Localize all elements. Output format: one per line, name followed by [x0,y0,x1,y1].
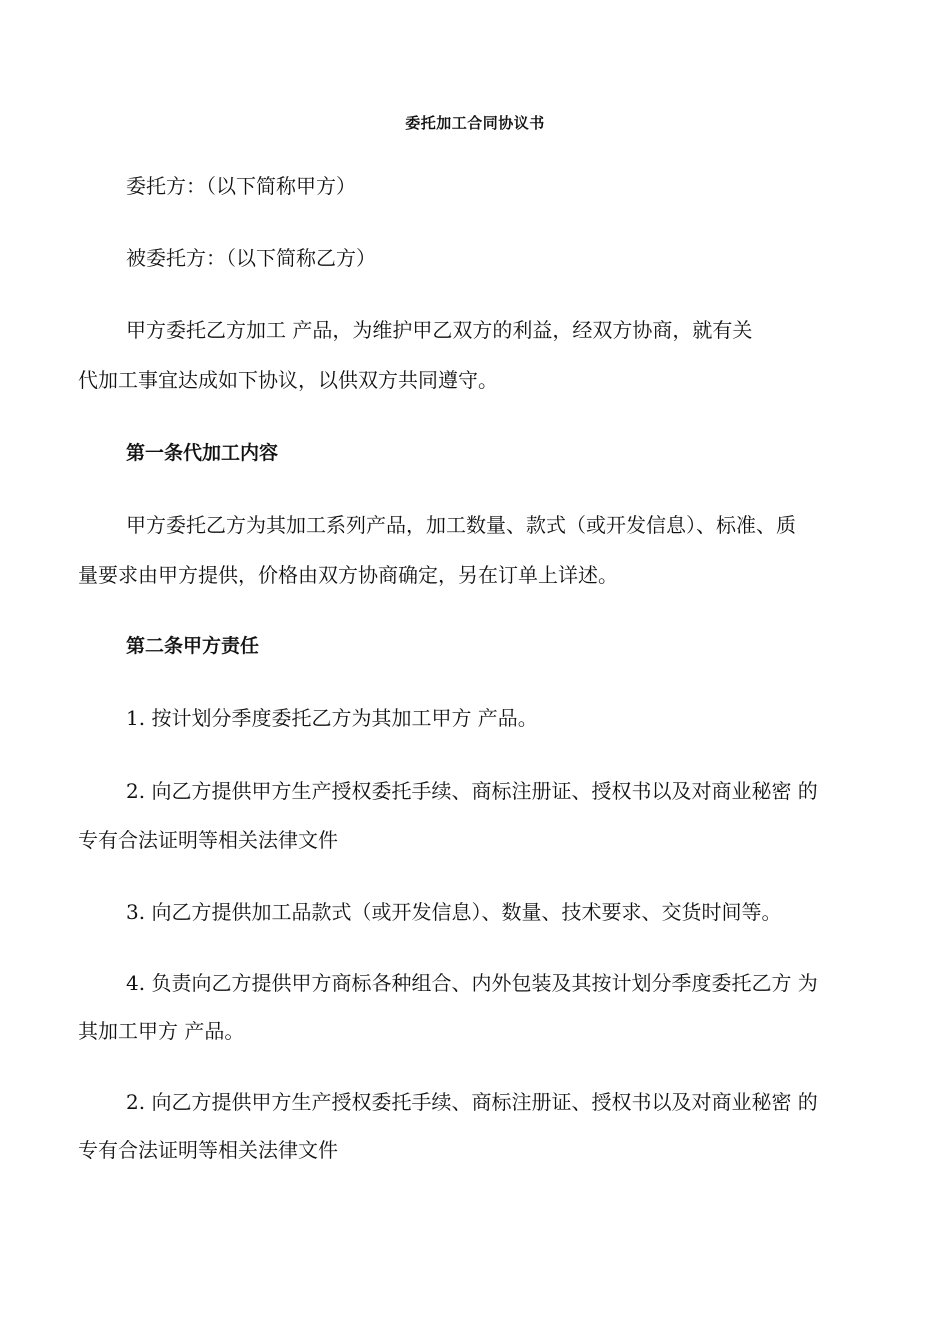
section-2-item-5-line-2: 专有合法证明等相关法律文件 [78,1138,338,1162]
section-2-item-3: 3. 向乙方提供加工品款式（或开发信息）、数量、技术要求、交货时间等。 [126,900,782,924]
section-2-heading: 第二条甲方责任 [126,635,260,657]
section-1-paragraph-line-2: 量要求由甲方提供，价格由双方协商确定，另在订单上详述。 [78,563,618,587]
section-2-item-1: 1. 按计划分季度委托乙方为其加工甲方 产品。 [126,706,538,730]
section-2-item-4-line-1: 4. 负责向乙方提供甲方商标各种组合、内外包装及其按计划分季度委托乙方 为 [126,971,818,995]
document-title: 委托加工合同协议书 [405,114,545,132]
intro-paragraph-line-2: 代加工事宜达成如下协议，以供双方共同遵守。 [78,368,498,392]
party-a-line: 委托方：（以下简称甲方） [126,174,356,198]
section-2-item-2-line-1: 2. 向乙方提供甲方生产授权委托手续、商标注册证、授权书以及对商业秘密 的 [126,779,818,803]
section-2-item-2-line-2: 专有合法证明等相关法律文件 [78,828,338,852]
intro-paragraph-line-1: 甲方委托乙方加工 产品，为维护甲乙双方的利益，经双方协商，就有关 [126,318,753,342]
section-1-paragraph-line-1: 甲方委托乙方为其加工系列产品，加工数量、款式（或开发信息）、标准、质 [126,513,796,537]
section-2-item-4-line-2: 其加工甲方 产品。 [78,1019,245,1043]
section-2-item-5-line-1: 2. 向乙方提供甲方生产授权委托手续、商标注册证、授权书以及对商业秘密 的 [126,1090,818,1114]
party-b-line: 被委托方：（以下简称乙方） [126,246,376,270]
section-1-heading: 第一条代加工内容 [126,442,279,464]
